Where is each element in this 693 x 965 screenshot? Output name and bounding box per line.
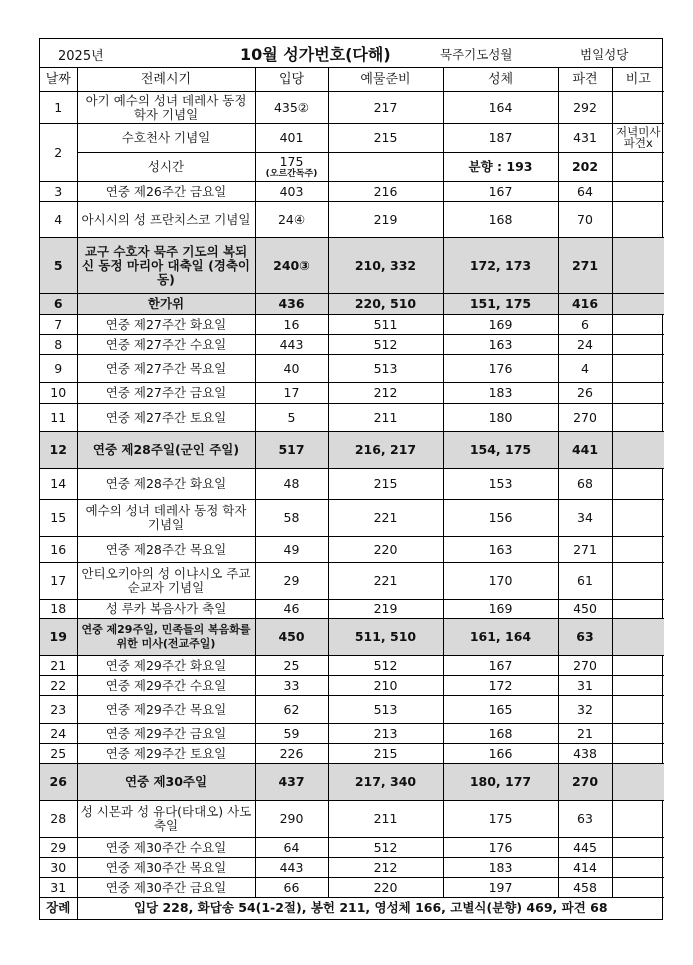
offertory-hymn-cell: 221 (328, 500, 443, 537)
entrance-hymn-cell: 240③ (255, 238, 328, 294)
date-cell: 11 (40, 404, 77, 432)
table-row (40, 469, 664, 500)
funeral-label: 장례 (40, 898, 77, 919)
date-cell: 7 (40, 315, 77, 335)
entrance-hymn-remark: (오르간독주) (265, 169, 318, 179)
offertory-hymn-cell: 512 (328, 335, 443, 355)
month-theme: 묵주기도성월 (440, 47, 513, 62)
liturgy-cell: 연중 제27주간 목요일 (77, 355, 255, 383)
note-cell (612, 858, 664, 878)
dismissal-hymn-cell: 445 (558, 838, 612, 858)
date-cell: 30 (40, 858, 77, 878)
date-cell: 24 (40, 724, 77, 744)
title-row (40, 39, 662, 68)
dismissal-hymn-cell: 63 (558, 801, 612, 838)
note-cell (612, 432, 664, 469)
offertory-hymn-cell: 513 (328, 355, 443, 383)
dismissal-hymn-cell: 292 (558, 92, 612, 124)
entrance-hymn-cell: 59 (255, 724, 328, 744)
date-cell: 3 (40, 182, 77, 202)
liturgy-cell: 연중 제30주간 수요일 (77, 838, 255, 858)
date-cell: 16 (40, 537, 77, 563)
liturgy-cell: 연중 제28주간 목요일 (77, 537, 255, 563)
dismissal-hymn-cell: 271 (558, 537, 612, 563)
table-row (40, 182, 664, 202)
dismissal-hymn-cell: 34 (558, 500, 612, 537)
liturgy-cell: 연중 제27주간 화요일 (77, 315, 255, 335)
table-row (40, 355, 664, 383)
communion-hymn-cell: 165 (443, 696, 558, 724)
dismissal-hymn-cell: 414 (558, 858, 612, 878)
funeral-row (40, 898, 664, 919)
date-cell: 19 (40, 619, 77, 656)
note-cell (612, 838, 664, 858)
table-row (40, 92, 664, 124)
date-cell: 15 (40, 500, 77, 537)
liturgy-cell: 아기 예수의 성녀 데레사 동정 학자 기념일 (77, 92, 255, 124)
note-cell (612, 92, 664, 124)
column-header-liturgy: 전례시기 (77, 68, 255, 92)
entrance-hymn-cell: 40 (255, 355, 328, 383)
table-row (40, 838, 664, 858)
dismissal-hymn-cell: 63 (558, 619, 612, 656)
date-cell: 31 (40, 878, 77, 898)
note-cell (612, 537, 664, 563)
table-row (40, 744, 664, 764)
column-header-dismissal: 파견 (558, 68, 612, 92)
dismissal-hymn-cell: 70 (558, 202, 612, 238)
communion-hymn-cell: 167 (443, 182, 558, 202)
table-row (40, 537, 664, 563)
note-cell (612, 383, 664, 404)
offertory-hymn-cell: 512 (328, 838, 443, 858)
note-cell (612, 294, 664, 315)
table-header-row (40, 68, 664, 92)
liturgy-cell: 연중 제28주일(군인 주일) (77, 432, 255, 469)
communion-hymn-cell: 168 (443, 724, 558, 744)
liturgy-cell: 연중 제29주간 토요일 (77, 744, 255, 764)
communion-hymn-cell: 180, 177 (443, 764, 558, 801)
table-row (40, 315, 664, 335)
offertory-hymn-cell: 212 (328, 858, 443, 878)
entrance-hymn-cell: 443 (255, 335, 328, 355)
entrance-hymn-number: 175 (279, 154, 304, 169)
table-row (40, 202, 664, 238)
dismissal-hymn-cell: 431 (558, 124, 612, 153)
date-cell: 14 (40, 469, 77, 500)
date-cell: 8 (40, 335, 77, 355)
year-label: 2025년 (58, 49, 104, 64)
communion-hymn-cell: 197 (443, 878, 558, 898)
communion-hymn-cell: 분향 : 193 (443, 153, 558, 182)
table-row (40, 153, 664, 182)
liturgy-cell: 교구 수호자 묵주 기도의 복되신 동정 마리아 대축일 (경축이동) (77, 238, 255, 294)
communion-hymn-cell: 156 (443, 500, 558, 537)
table-row (40, 383, 664, 404)
table-row (40, 294, 664, 315)
communion-hymn-cell: 172, 173 (443, 238, 558, 294)
dismissal-hymn-cell: 4 (558, 355, 612, 383)
column-header-communion: 성체 (443, 68, 558, 92)
liturgy-cell: 연중 제30주간 금요일 (77, 878, 255, 898)
dismissal-hymn-cell: 64 (558, 182, 612, 202)
offertory-hymn-cell: 217 (328, 92, 443, 124)
liturgy-cell: 성시간 (77, 153, 255, 182)
communion-hymn-cell: 183 (443, 858, 558, 878)
offertory-hymn-cell: 211 (328, 404, 443, 432)
note-cell (612, 696, 664, 724)
date-cell: 10 (40, 383, 77, 404)
communion-hymn-cell: 153 (443, 469, 558, 500)
note-cell (612, 404, 664, 432)
note-cell (612, 355, 664, 383)
table-body (40, 92, 664, 898)
dismissal-hymn-cell: 270 (558, 404, 612, 432)
entrance-hymn-cell: 517 (255, 432, 328, 469)
dismissal-hymn-cell: 21 (558, 724, 612, 744)
offertory-hymn-cell: 220 (328, 878, 443, 898)
entrance-hymn-cell: 17 (255, 383, 328, 404)
liturgy-cell: 연중 제27주간 수요일 (77, 335, 255, 355)
entrance-hymn-cell: 290 (255, 801, 328, 838)
liturgy-cell: 예수의 성녀 데레사 동정 학자 기념일 (77, 500, 255, 537)
dismissal-hymn-cell: 26 (558, 383, 612, 404)
offertory-hymn-cell: 217, 340 (328, 764, 443, 801)
liturgy-cell: 성 루카 복음사가 축일 (77, 600, 255, 619)
dismissal-hymn-cell: 450 (558, 600, 612, 619)
note-cell (612, 153, 664, 182)
entrance-hymn-cell: 33 (255, 676, 328, 696)
liturgy-cell: 안티오키아의 성 이냐시오 주교 순교자 기념일 (77, 563, 255, 600)
dismissal-hymn-cell: 441 (558, 432, 612, 469)
note-cell (612, 202, 664, 238)
offertory-hymn-cell: 215 (328, 469, 443, 500)
note-cell (612, 335, 664, 355)
liturgy-cell: 연중 제28주간 화요일 (77, 469, 255, 500)
communion-hymn-cell: 167 (443, 656, 558, 676)
dismissal-hymn-cell: 24 (558, 335, 612, 355)
date-cell: 29 (40, 838, 77, 858)
note-cell (612, 469, 664, 500)
entrance-hymn-cell: 435② (255, 92, 328, 124)
date-cell: 26 (40, 764, 77, 801)
table-row (40, 724, 664, 744)
date-cell: 4 (40, 202, 77, 238)
liturgy-cell: 한가위 (77, 294, 255, 315)
note-cell (612, 878, 664, 898)
table-row (40, 696, 664, 724)
offertory-hymn-cell: 211 (328, 801, 443, 838)
note-cell (612, 656, 664, 676)
entrance-hymn-cell: 64 (255, 838, 328, 858)
dismissal-hymn-cell: 271 (558, 238, 612, 294)
entrance-hymn-cell: 58 (255, 500, 328, 537)
note-cell (612, 500, 664, 537)
dismissal-hymn-cell: 438 (558, 744, 612, 764)
liturgy-cell: 연중 제29주일, 민족들의 복음화를 위한 미사(전교주일) (77, 619, 255, 656)
table-row (40, 878, 664, 898)
offertory-hymn-cell: 216, 217 (328, 432, 443, 469)
note-cell (612, 238, 664, 294)
communion-hymn-cell: 164 (443, 92, 558, 124)
date-cell: 21 (40, 656, 77, 676)
table-row (40, 563, 664, 600)
entrance-hymn-cell: 66 (255, 878, 328, 898)
date-cell: 23 (40, 696, 77, 724)
offertory-hymn-cell: 213 (328, 724, 443, 744)
entrance-hymn-cell: 46 (255, 600, 328, 619)
offertory-hymn-cell: 219 (328, 600, 443, 619)
offertory-hymn-cell: 220, 510 (328, 294, 443, 315)
date-cell: 12 (40, 432, 77, 469)
offertory-hymn-cell: 212 (328, 383, 443, 404)
offertory-hymn-cell: 221 (328, 563, 443, 600)
entrance-hymn-cell: 226 (255, 744, 328, 764)
communion-hymn-cell: 168 (443, 202, 558, 238)
offertory-hymn-cell (328, 153, 443, 182)
liturgy-cell: 성 시몬과 성 유다(타대오) 사도 축일 (77, 801, 255, 838)
entrance-hymn-cell: 5 (255, 404, 328, 432)
communion-hymn-cell: 176 (443, 838, 558, 858)
communion-hymn-cell: 163 (443, 537, 558, 563)
liturgy-cell: 연중 제30주간 목요일 (77, 858, 255, 878)
date-cell: 17 (40, 563, 77, 600)
liturgy-cell: 수호천사 기념일 (77, 124, 255, 153)
date-cell: 28 (40, 801, 77, 838)
entrance-hymn-cell: 49 (255, 537, 328, 563)
liturgy-cell: 연중 제27주간 금요일 (77, 383, 255, 404)
liturgy-cell: 연중 제29주간 목요일 (77, 696, 255, 724)
offertory-hymn-cell: 216 (328, 182, 443, 202)
note-cell (612, 724, 664, 744)
table-row (40, 619, 664, 656)
communion-hymn-cell: 175 (443, 801, 558, 838)
note-cell (612, 182, 664, 202)
table-row (40, 335, 664, 355)
note-cell: 저녁미사 파견x (612, 124, 664, 153)
entrance-hymn-cell: 29 (255, 563, 328, 600)
communion-hymn-cell: 154, 175 (443, 432, 558, 469)
entrance-hymn-cell: 24④ (255, 202, 328, 238)
date-cell: 9 (40, 355, 77, 383)
offertory-hymn-cell: 215 (328, 744, 443, 764)
table-row (40, 600, 664, 619)
funeral-songs: 입당 228, 화답송 54(1-2절), 봉헌 211, 영성체 166, 고별식(분향) 469, 파견 68 (77, 898, 664, 919)
communion-hymn-cell: 169 (443, 600, 558, 619)
communion-hymn-cell: 180 (443, 404, 558, 432)
date-cell: 25 (40, 744, 77, 764)
offertory-hymn-cell: 512 (328, 656, 443, 676)
communion-hymn-cell: 172 (443, 676, 558, 696)
communion-hymn-cell: 183 (443, 383, 558, 404)
offertory-hymn-cell: 513 (328, 696, 443, 724)
table-row (40, 500, 664, 537)
dismissal-hymn-cell: 6 (558, 315, 612, 335)
table-row (40, 404, 664, 432)
table-row (40, 801, 664, 838)
liturgy-cell: 연중 제30주일 (77, 764, 255, 801)
liturgy-cell: 연중 제29주간 수요일 (77, 676, 255, 696)
dismissal-hymn-cell: 68 (558, 469, 612, 500)
table-row (40, 656, 664, 676)
communion-hymn-cell: 176 (443, 355, 558, 383)
entrance-hymn-cell: 450 (255, 619, 328, 656)
offertory-hymn-cell: 511, 510 (328, 619, 443, 656)
table-row (40, 858, 664, 878)
entrance-hymn-cell: 436 (255, 294, 328, 315)
liturgy-cell: 연중 제29주간 화요일 (77, 656, 255, 676)
column-header-note: 비고 (612, 68, 664, 92)
dismissal-hymn-cell: 202 (558, 153, 612, 182)
communion-hymn-cell: 169 (443, 315, 558, 335)
communion-hymn-cell: 151, 175 (443, 294, 558, 315)
date-cell: 5 (40, 238, 77, 294)
date-cell: 6 (40, 294, 77, 315)
song-schedule-sheet (39, 38, 663, 920)
communion-hymn-cell: 166 (443, 744, 558, 764)
note-cell (612, 764, 664, 801)
offertory-hymn-cell: 219 (328, 202, 443, 238)
entrance-hymn-cell: 403 (255, 182, 328, 202)
column-header-offertory: 예물준비 (328, 68, 443, 92)
liturgy-cell: 연중 제26주간 금요일 (77, 182, 255, 202)
date-cell: 22 (40, 676, 77, 696)
date-cell: 18 (40, 600, 77, 619)
dismissal-hymn-cell: 270 (558, 656, 612, 676)
note-cell (612, 619, 664, 656)
note-cell (612, 801, 664, 838)
column-header-date: 날짜 (40, 68, 77, 92)
liturgy-cell: 아시시의 성 프란치스코 기념일 (77, 202, 255, 238)
entrance-hymn-cell: 16 (255, 315, 328, 335)
dismissal-hymn-cell: 416 (558, 294, 612, 315)
column-header-entrance: 입당 (255, 68, 328, 92)
date-cell: 1 (40, 92, 77, 124)
note-cell (612, 744, 664, 764)
note-cell (612, 676, 664, 696)
entrance-hymn-cell: 437 (255, 764, 328, 801)
table-row (40, 432, 664, 469)
page-title: 10월 성가번호(다해) (240, 45, 391, 64)
communion-hymn-cell: 170 (443, 563, 558, 600)
entrance-hymn-cell: 443 (255, 858, 328, 878)
offertory-hymn-cell: 210, 332 (328, 238, 443, 294)
table-row (40, 676, 664, 696)
dismissal-hymn-cell: 32 (558, 696, 612, 724)
entrance-hymn-cell: 62 (255, 696, 328, 724)
date-cell: 2 (40, 124, 77, 182)
entrance-hymn-cell: 25 (255, 656, 328, 676)
table-row (40, 124, 664, 153)
liturgy-cell: 연중 제27주간 토요일 (77, 404, 255, 432)
entrance-hymn-cell: 48 (255, 469, 328, 500)
offertory-hymn-cell: 511 (328, 315, 443, 335)
communion-hymn-cell: 163 (443, 335, 558, 355)
note-cell (612, 315, 664, 335)
entrance-hymn-cell: 401 (255, 124, 328, 153)
dismissal-hymn-cell: 31 (558, 676, 612, 696)
song-table (40, 68, 664, 919)
dismissal-hymn-cell: 270 (558, 764, 612, 801)
offertory-hymn-cell: 220 (328, 537, 443, 563)
communion-hymn-cell: 187 (443, 124, 558, 153)
offertory-hymn-cell: 215 (328, 124, 443, 153)
liturgy-cell: 연중 제29주간 금요일 (77, 724, 255, 744)
offertory-hymn-cell: 210 (328, 676, 443, 696)
dismissal-hymn-cell: 458 (558, 878, 612, 898)
table-row (40, 238, 664, 294)
table-row (40, 764, 664, 801)
entrance-hymn-cell (255, 153, 328, 182)
church-name: 범일성당 (580, 47, 629, 62)
note-cell (612, 600, 664, 619)
note-cell (612, 563, 664, 600)
communion-hymn-cell: 161, 164 (443, 619, 558, 656)
dismissal-hymn-cell: 61 (558, 563, 612, 600)
